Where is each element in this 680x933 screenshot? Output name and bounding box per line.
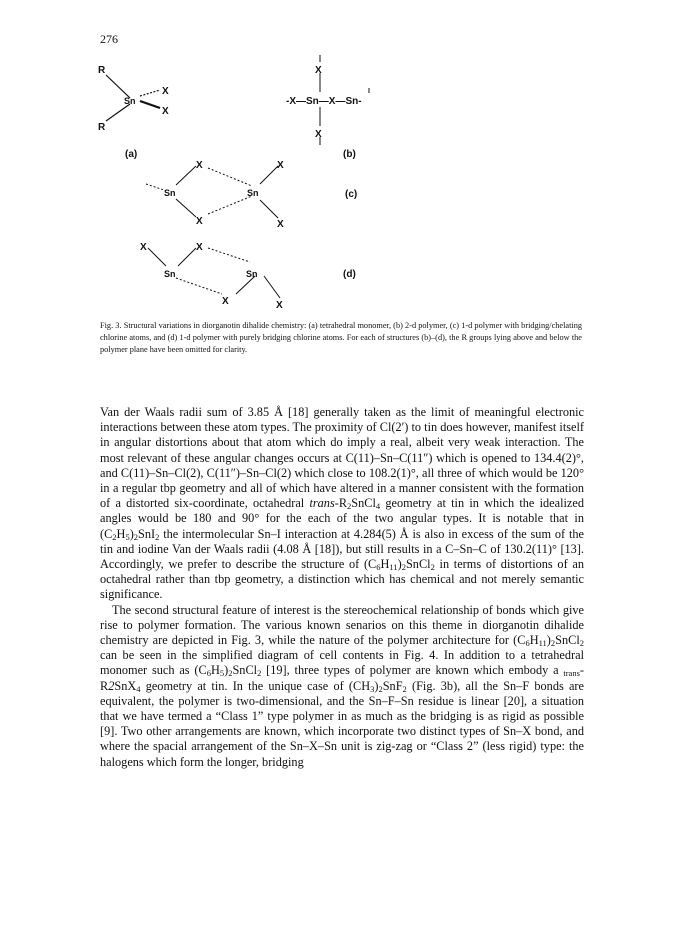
atom-r: R — [98, 65, 106, 76]
atom-sn: Sn — [164, 188, 176, 198]
atom-x: X — [196, 216, 203, 227]
atom-x: X — [162, 106, 169, 117]
atom-x: X — [162, 86, 169, 97]
atom-r: R — [98, 122, 106, 133]
atom-x: X — [277, 160, 284, 171]
body-text — [100, 405, 584, 770]
label-b: (b) — [343, 149, 356, 160]
atom-x: X — [315, 129, 322, 140]
chain-b: -X—Sn—X—Sn- — [286, 96, 362, 107]
paragraph-1: Van der Waals radii sum of 3.85 Å [18] generally taken as the limit of meaningful electronic interactions between these atom types. The proximity of Cl(2′) to tin does however, manifest itself in angular distortions about that atom which do imply a real, albeit very weak interaction. The most relevant of these angular changes occurs at C(11)–Sn–C(11″) which is opened to 134.4(2)°, and C(11)–Sn–Cl(2), C(11″)–Sn–Cl(2) which close to 108.2(1)°, all three of which would be 120° in a regular tbp geometry and all of which have altered in a manner consistent with the formation of a distorted six-coordinate, octahedral trans-$R_2SnCl_4$ geometry at tin in which the idealized angles would be 180 and 90° for the each of the two angular types. It is notable that in $(C_2H_5)_2SnI_2$ the intermolecular Sn–I interaction at 4.284(5) Å is also in excess of the sum of the tin and iodine Van der Waals radii (4.08 Å [18]), but still results in a C–Sn–C of 130.2(11)° [13]. Accordingly, we prefer to describe the structure of $(C_6H_{11})_2SnCl_2$ in terms of distortions of an octahedral rather than tbp geometry, a distinction which has chemical and not merely semantic significance. — [100, 405, 584, 602]
figure-caption: Fig. 3. Structural variations in diorganotin dihalide chemistry: (a) tetrahedral monomer, (b) 2-d polymer, (c) 1-d polymer with bridging/chelating chlorine atoms, and (d) 1-d polymer with purely bridging chlorine atoms. For each of structures (b)–(d), the R groups lying above and below the polymer plane have been omitted for clarity. — [100, 321, 582, 355]
paragraph-2: The second structural feature of interest is the stereochemical relationship of bonds which give rise to polymer formation. The various known senarios on this theme in diorganotin dihalide chemistry are depicted in Fig. 3, while the nature of the polymer architecture for $(C_6H_{11})_2SnCl_2$ can be seen in the simplified diagram of cell contents in Fig. 4. In addition to a tetrahedral monomer such as $(C_6H_5)_2SnCl_2$ [19], three types of polymer are known which embody a $_{trans}$-R2SnX$_4$ geometry at tin. In the unique case of $(CH_3)_2SnF_2$ (Fig. 3b), all the Sn–F bonds are equivalent, the polymer is two-dimensional, and the Sn–F–Sn residue is linear [20], a situation that we have termed a “Class 1” type polymer in as much as the bridging is as rigid as possible [9]. Two other arrangements are known, which incorporate two distinct types of Sn–X bond, and where the spacial arrangement of the Sn–X–Sn unit is zig-zag or “Class 2” (less rigid) type: the halogens which form the longer, bridging — [100, 602, 584, 769]
atom-x: X — [140, 242, 147, 253]
atom-x: X — [196, 160, 203, 171]
atom-x: X — [276, 300, 283, 311]
figure-3-structures — [0, 0, 680, 320]
label-d: (d) — [343, 269, 356, 280]
atom-sn: Sn — [124, 96, 136, 106]
page-number: 276 — [100, 32, 118, 46]
atom-x: X — [315, 65, 322, 76]
atom-sn: Sn — [164, 269, 176, 279]
label-a: (a) — [125, 149, 138, 160]
label-c: (c) — [345, 189, 358, 200]
atom-sn: Sn — [246, 269, 258, 279]
atom-x: X — [277, 219, 284, 230]
atom-x: X — [222, 296, 229, 307]
atom-sn: Sn — [247, 188, 259, 198]
atom-x: X — [196, 242, 203, 253]
